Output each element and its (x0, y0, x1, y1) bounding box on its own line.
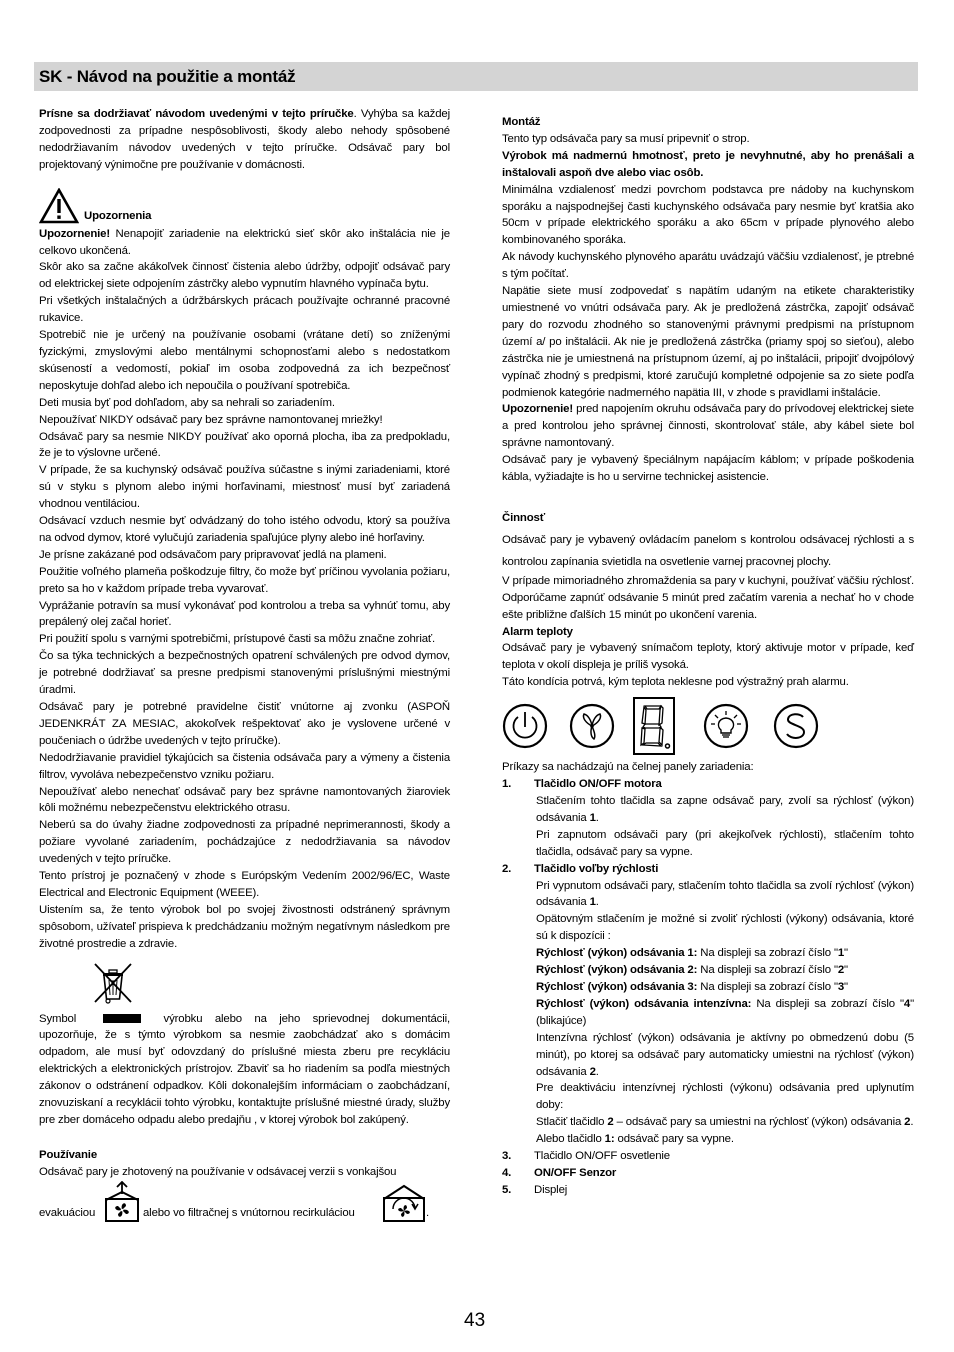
text-span: . (595, 896, 599, 909)
use-title: Používanie (39, 1148, 98, 1161)
list-item (502, 776, 914, 793)
panel-intro: Príkazy sa nachádzajú na čelnej panely zariadenia: (502, 761, 754, 774)
warning-paragraph-1 (39, 226, 450, 260)
warning-paragraph: Tento prístroj je poznačený v zhode s Európským Vedením 2002/96/EC, Waste Electrical and Electronic Equipment (WEEE). (39, 870, 450, 899)
text-span: 2 (589, 1065, 596, 1078)
list-item (502, 1182, 914, 1199)
alarm-paragraph: Táto kondícia potrvá, kým teplota neklesne pod výstražný prah alarmu. (502, 676, 849, 689)
warning-paragraph: Použitie voľného plameňa poškodzuje filtry, čo može byť príčinou vyvolania požiaru, preto sa ho v každom prípade treba vyvarovať. (39, 565, 450, 595)
text-span: Intenzívna rýchlosť (výkon) odsávania je aktívny po obmedzenú dobu (5 minút), po ktorej sa odsávač pary automaticky umiestni na rýchlosť (výkon) odsávania (536, 1031, 914, 1078)
mount-paragraph: Napätie siete musí zodpovedať s napätím udaným na etikete charakteristiky umiestnené vo vnútri odsávača pary. Ak je predložená zástrčka, zapojiť odsávač pary do rozvodu zhodného so stanovenými právnymi predpismi na prístupnom území a/ po inštalácii. Ak nie je predložená zástrčka (priamy spoj so sieťou), alebo zástrčka nie je umiestnená na prístupnom území, aj po inštalácii, pripojiť dvojpólový vypínač zhodný s predpismi, ktoré zaručujú kompletné odpojenie sa zo siete podľa podmienok kategórie nadmerného napätia III, v zhode s pravidlami inštalácie. (502, 285, 914, 399)
text-span: 4 (903, 997, 911, 1010)
text-span: Rýchlosť (výkon) odsávania intenzívna: (536, 997, 752, 1010)
text-span: Alebo tlačidlo (536, 1133, 605, 1146)
text-span: . (595, 811, 599, 824)
text-span: . (595, 1065, 599, 1078)
warning-triangle-icon (39, 188, 79, 224)
warning-paragraph: Čo sa týka technických a bezpečnostných opatrení schválených pre odvod dymov, je potrebné dodržiavať sa presne predpismi stanovenými príslušnými miestnými úradmi. (39, 650, 450, 697)
warning-paragraph: Odsávací vzduch nesmie byť odvádzaný do toho istého odvodu, ktorý sa používa na odvod dymov, ktoré vylučujú zariadenia spaľujúce plyny alebo iné horľaviny. (39, 515, 450, 544)
warning-paragraph: V prípade, že sa kuchynský odsávač používa súčastne s inými zariadeniami, ktoré sú v styku s plynom alebo inými horľavinami, miestnosť musí byť zariadená vhodnou ventiláciou. (39, 464, 450, 511)
speed-line (502, 945, 914, 962)
symbol-text: výrobku alebo na jeho sprievodnej dokumentácii, upozorňuje, že s týmto výrobkom sa nesmie zaobchádzať ako s domácim odpadom, ale musí byť odovzdaný do príslušné miesta zberu pre recykláciu elektrických a elektronických prístrojov. Zbaviť sa ho riadením sa podľa miestných zákonov o odstránení odpadkov. Kôli dokonalejším informáciam o zaobchádzaní, znovuziskaní a recyklácii tohto výrobku, kontaktujte príslušné miestné úrady, služby pre zber domáceho odpadu alebo predajňu , v ktorej výrobok bol zakúpený. (39, 1012, 450, 1126)
warning-paragraph: Deti musia byť pod dohľadom, aby sa nehrali so zariadením. (39, 396, 335, 409)
list-item (502, 861, 914, 878)
operation-paragraph: V prípade mimoriadného zhromaždenia sa pary v kuchyni, používať väčšiu rýchlosť. Odporúčame zapnúť odsávanie 5 minút pred začatím varenia a nechať ho v chode ešte približne ďalších 15 minút po ukončení varenia. (502, 574, 914, 621)
text-span: Rýchlosť (výkon) odsávania 1: (536, 947, 698, 960)
text-span: Na displeji sa zobrazí číslo " (697, 947, 838, 960)
warning-paragraph: Uistením sa, že tento výrobok bol po svojej živostnosti odstránený správnym spôsobom, užívateľ prispieva k predchádzaniu možným negatívnym následkom pre životné prostredie a zdravie. (39, 903, 450, 950)
light-button-icon[interactable] (703, 703, 749, 749)
list-number: 2. (502, 862, 512, 875)
text-span: " (844, 947, 848, 960)
list-item-text (502, 1131, 914, 1148)
text-span: 1 (837, 947, 845, 960)
text-span: 2 (904, 1116, 911, 1129)
text-span: Na displeji sa zobrazí číslo " (697, 964, 838, 977)
use-paragraph: Odsávač pary je zhotovený na používanie v odsávacej verzii s vonkajšou (39, 1165, 397, 1178)
mount-paragraph: Tento typ odsávača pary sa musí pripevniť o strop. (502, 132, 750, 145)
left-column (39, 106, 450, 1227)
page-number: 43 (464, 1310, 486, 1331)
text-span: " (844, 980, 848, 993)
operation-paragraph: Odsávač pary je vybavený ovládacím panelom s kontrolou odsávacej rýchlosti a s kontrolou zapínania svietidla na osvetlenie varnej pracovnej plochy. (502, 533, 914, 568)
text-span: " (844, 964, 848, 977)
list-item-text (502, 793, 914, 827)
alarm-paragraph: Odsávač pary je vybavený snímačom teploty, ktorý aktivuje motor v prípade, keď teplota v okolí displeja je príliš vysoká. (502, 642, 914, 672)
list-item-text: Pre deaktiváciu intenzívnej rýchlosti (výkonu) odsávania pred uplynutím doby: (536, 1082, 914, 1112)
speed-line (502, 996, 914, 1030)
mount-paragraph: Odsávač pary je vybavený špeciálnym napájacím káblom; v prípade poškodenia kábla, vyžiadajte is ho u servirne technickej asistencie. (502, 454, 914, 484)
power-button-icon[interactable] (502, 703, 548, 749)
evac-text-c: . (426, 1206, 430, 1219)
warning-paragraph: Nedodržiavanie pravidiel týkajúcich sa čistenia odsávača pary a výmeny a čistenia filtrov, vyvoláva nebezpečenstvo vzniku požiaru. (39, 751, 450, 781)
warn-rest: Nenapojiť zariadenie na elektrickú sieť skôr ako inštalácia nie je celkovo ukončená. (39, 227, 450, 257)
list-item-text (502, 878, 914, 912)
warning-paragraph: Pri všetkých inštalačných a údržbárskych prácach používajte ochranné pracovné rukavice. (39, 295, 450, 325)
text-span: Na displeji sa zobrazí číslo " (697, 980, 838, 993)
evacuation-fan-icon (104, 1181, 140, 1223)
text-span: odsávač pary sa vypne. (614, 1133, 734, 1146)
mount-warning-bold: Upozornenie! (502, 403, 573, 416)
text-span: Na displeji sa zobrazí číslo " (751, 997, 904, 1010)
list-item-title: Tlačidlo ON/OFF motora (534, 778, 662, 791)
warning-paragraph: Odsávač pary sa nesmie NIKDY používať ako oporná plocha, iba za predpokladu, že je to výslovne určené. (39, 430, 450, 460)
warning-paragraph: Nepoužívať alebo nenechať odsávač pary bez správne namontovaných žiaroviek kôli možnému nebezpečenstvu elektrického otrasu. (39, 785, 450, 815)
list-item-text: Opätovným stlačením je možné si zvoliť rýchlosti (výkony) odsávania, ktoré sú k dispozícii : (536, 913, 914, 943)
list-number: 4. (502, 1166, 512, 1179)
operation-title: Činnosť (502, 511, 546, 524)
warning-paragraph: Vyprážanie potravín sa musí vykonávať pod kontrolou a treba sa vyhnúť tomu, aby prepálený olej začal horieť. (39, 599, 450, 629)
warning-paragraph: Pri použití spolu s varnými spotrebičmi, prístupové časti sa môžu značne zohriať. (39, 633, 436, 646)
text-span: 2 (837, 964, 845, 977)
control-panel (502, 697, 914, 755)
page-title: SK - Návod na použitie a montáž (39, 67, 296, 86)
text-span: Rýchlosť (výkon) odsávania 2: (536, 964, 698, 977)
text-span: 1: (604, 1133, 615, 1146)
symbol-label: Symbol (39, 1012, 77, 1025)
right-column (502, 114, 914, 1199)
list-item-title: Tlačidlo ON/OFF osvetlenie (534, 1150, 670, 1163)
text-span: 1 (589, 811, 596, 824)
evac-text-b: alebo vo filtračnej s vnútornou recirkuláciou (143, 1206, 355, 1219)
text-span: 3 (837, 980, 845, 993)
intro-bold: Prísne sa dodržiavať návodom uvedenými v tejto príručke (39, 108, 354, 120)
page-header (34, 62, 918, 91)
warning-paragraph: Odsávač pary je potrebné pravidelne čistiť vnútorne aj zvonku (ASPOŇ JEDENKRÁT ZA MESIAC, akokoľvek rešpektovať ako je vyslovene určené v poučeniach o údržbe uvedených v tejto príručke). (39, 701, 450, 747)
text-span: Stlačiť tlačidlo (536, 1116, 608, 1129)
mount-warning-rest: pred napojením okruhu odsávača pary do prívodovej elektrickej siete a pred kontrolou jeho správnej činnosti, skontrolovať stále, aby kábel siete bol správne namontovaný. (502, 403, 914, 450)
alarm-title: Alarm teploty (502, 625, 573, 638)
crossed-bin-icon (90, 959, 136, 1005)
warning-paragraph: Skôr ako sa začne akákoľvek činnosť čistenia alebo údržby, odpojiť odsávač pary od elektrickej siete odpojením zástrčky alebo vypnutím hlavného vypínača bytu. (39, 261, 450, 291)
text-span: Stlačením tohto tlačidla sa zapne odsávač pary, zvolí sa rýchlosť (výkon) odsávania (536, 795, 914, 824)
list-item-text (502, 1114, 914, 1131)
mount-warning: Výrobok má nadmernú hmotnosť, preto je nevyhnutné, aby ho prenášali a inštalovali aspoň dve alebo viac osôb. (502, 149, 914, 179)
list-item (502, 1148, 914, 1165)
symbol-paragraph (39, 1011, 450, 1129)
seven-segment-display-icon (633, 697, 675, 755)
warnings-title: Upozornenia (84, 209, 152, 222)
mount-paragraph: Minimálna vzdialenosť medzi povrchom podstavca pre nádoby na kuchynskom sporáku a najspodnejšej časti kuchynského odsávača pary nesmie byť kratšia ako 50cm v prípade elektrického sporáku a ako 65cm v prípade plynového alebo kombinovaného sporáka. (502, 183, 914, 247)
warnings-heading (39, 188, 450, 226)
warn-bold: Upozornenie! (39, 227, 110, 240)
text-span: – odsávač pary sa umiestni na rýchlosť (výkon) odsávania (613, 1116, 905, 1129)
intro-paragraph (39, 106, 450, 174)
list-item-text (502, 1030, 914, 1081)
list-number: 5. (502, 1183, 512, 1196)
fan-speed-button-icon[interactable] (569, 703, 615, 749)
intro-rest: . Vyhýba sa každej zodpovednosti za prípadne nespôsoblivosti, škody alebo nehody spôsobené nedodržiavaním návodov uvedených v tejto príručke. Odsávač pary bol projektovaný výnimočne pre používanie v domácnosti. (39, 108, 450, 171)
mount-paragraph: Ak návody kuchynského plynového aparátu uvádzajú väčšiu vzdialenosť, je ptrebné s tým počítať. (502, 251, 914, 281)
list-number: 3. (502, 1150, 512, 1163)
mount-paragraph (502, 401, 914, 452)
text-span: Rýchlosť (výkon) odsávania 3: (536, 980, 698, 993)
list-item-title: ON/OFF Senzor (534, 1166, 617, 1179)
sensor-button-icon[interactable] (773, 703, 819, 749)
evacuation-line (39, 1181, 450, 1227)
list-item-text: Pri zapnutom odsávači pary (pri akejkoľvek rýchlosti), stlačením tohto tlačidla, odsávač pary sa vypne. (536, 828, 914, 858)
recirculation-fan-icon (381, 1182, 430, 1222)
warning-paragraph: Je prísne zakázané pod odsávačom pary pripravovať jedlá na plameni. (39, 548, 387, 561)
speed-line (502, 962, 914, 979)
warning-paragraph: Spotrebič nie je určený na používanie osobami (vrátane detí) so zníženými fyzickými, zmyslovými alebo mentálnymi schopnosťami alebo s nedostatkom skúseností a vedomostí, pokiaľ im osoba zodpovedná za ich bezpečnosť neposkytuje dohľad alebo ich nepoučila o používaní spotrebiča. (39, 329, 450, 392)
speed-line (502, 979, 914, 996)
symbol-bar (103, 1014, 141, 1023)
text-span: 1 (589, 896, 596, 909)
list-number: 1. (502, 778, 512, 791)
text-span: Pri vypnutom odsávači pary, stlačením tohto tlačidla sa zvolí rýchlosť (výkon) odsávania (536, 879, 914, 909)
list-item-title: Tlačidlo voľby rýchlosti (534, 862, 659, 875)
mount-title: Montáž (502, 116, 541, 128)
text-span: " (blikajúce) (536, 997, 914, 1027)
warning-paragraph: Neberú sa do úvahy žiadne zodpovednosti za prípadné neprimerannosti, škody a požiare vyvolané zariadením, pochádzajúce z nedodržiavania sa návodov uvedených v tejto príručke. (39, 819, 450, 866)
warning-paragraph: Nepoužívať NIKDY odsávač pary bez správne namontovanej mriežky! (39, 413, 383, 426)
evac-text-a: evakuáciou (39, 1206, 96, 1219)
text-span: . (910, 1116, 914, 1129)
text-span: 2 (607, 1116, 614, 1129)
list-item (502, 1165, 914, 1182)
list-item-title: Displej (534, 1183, 568, 1196)
